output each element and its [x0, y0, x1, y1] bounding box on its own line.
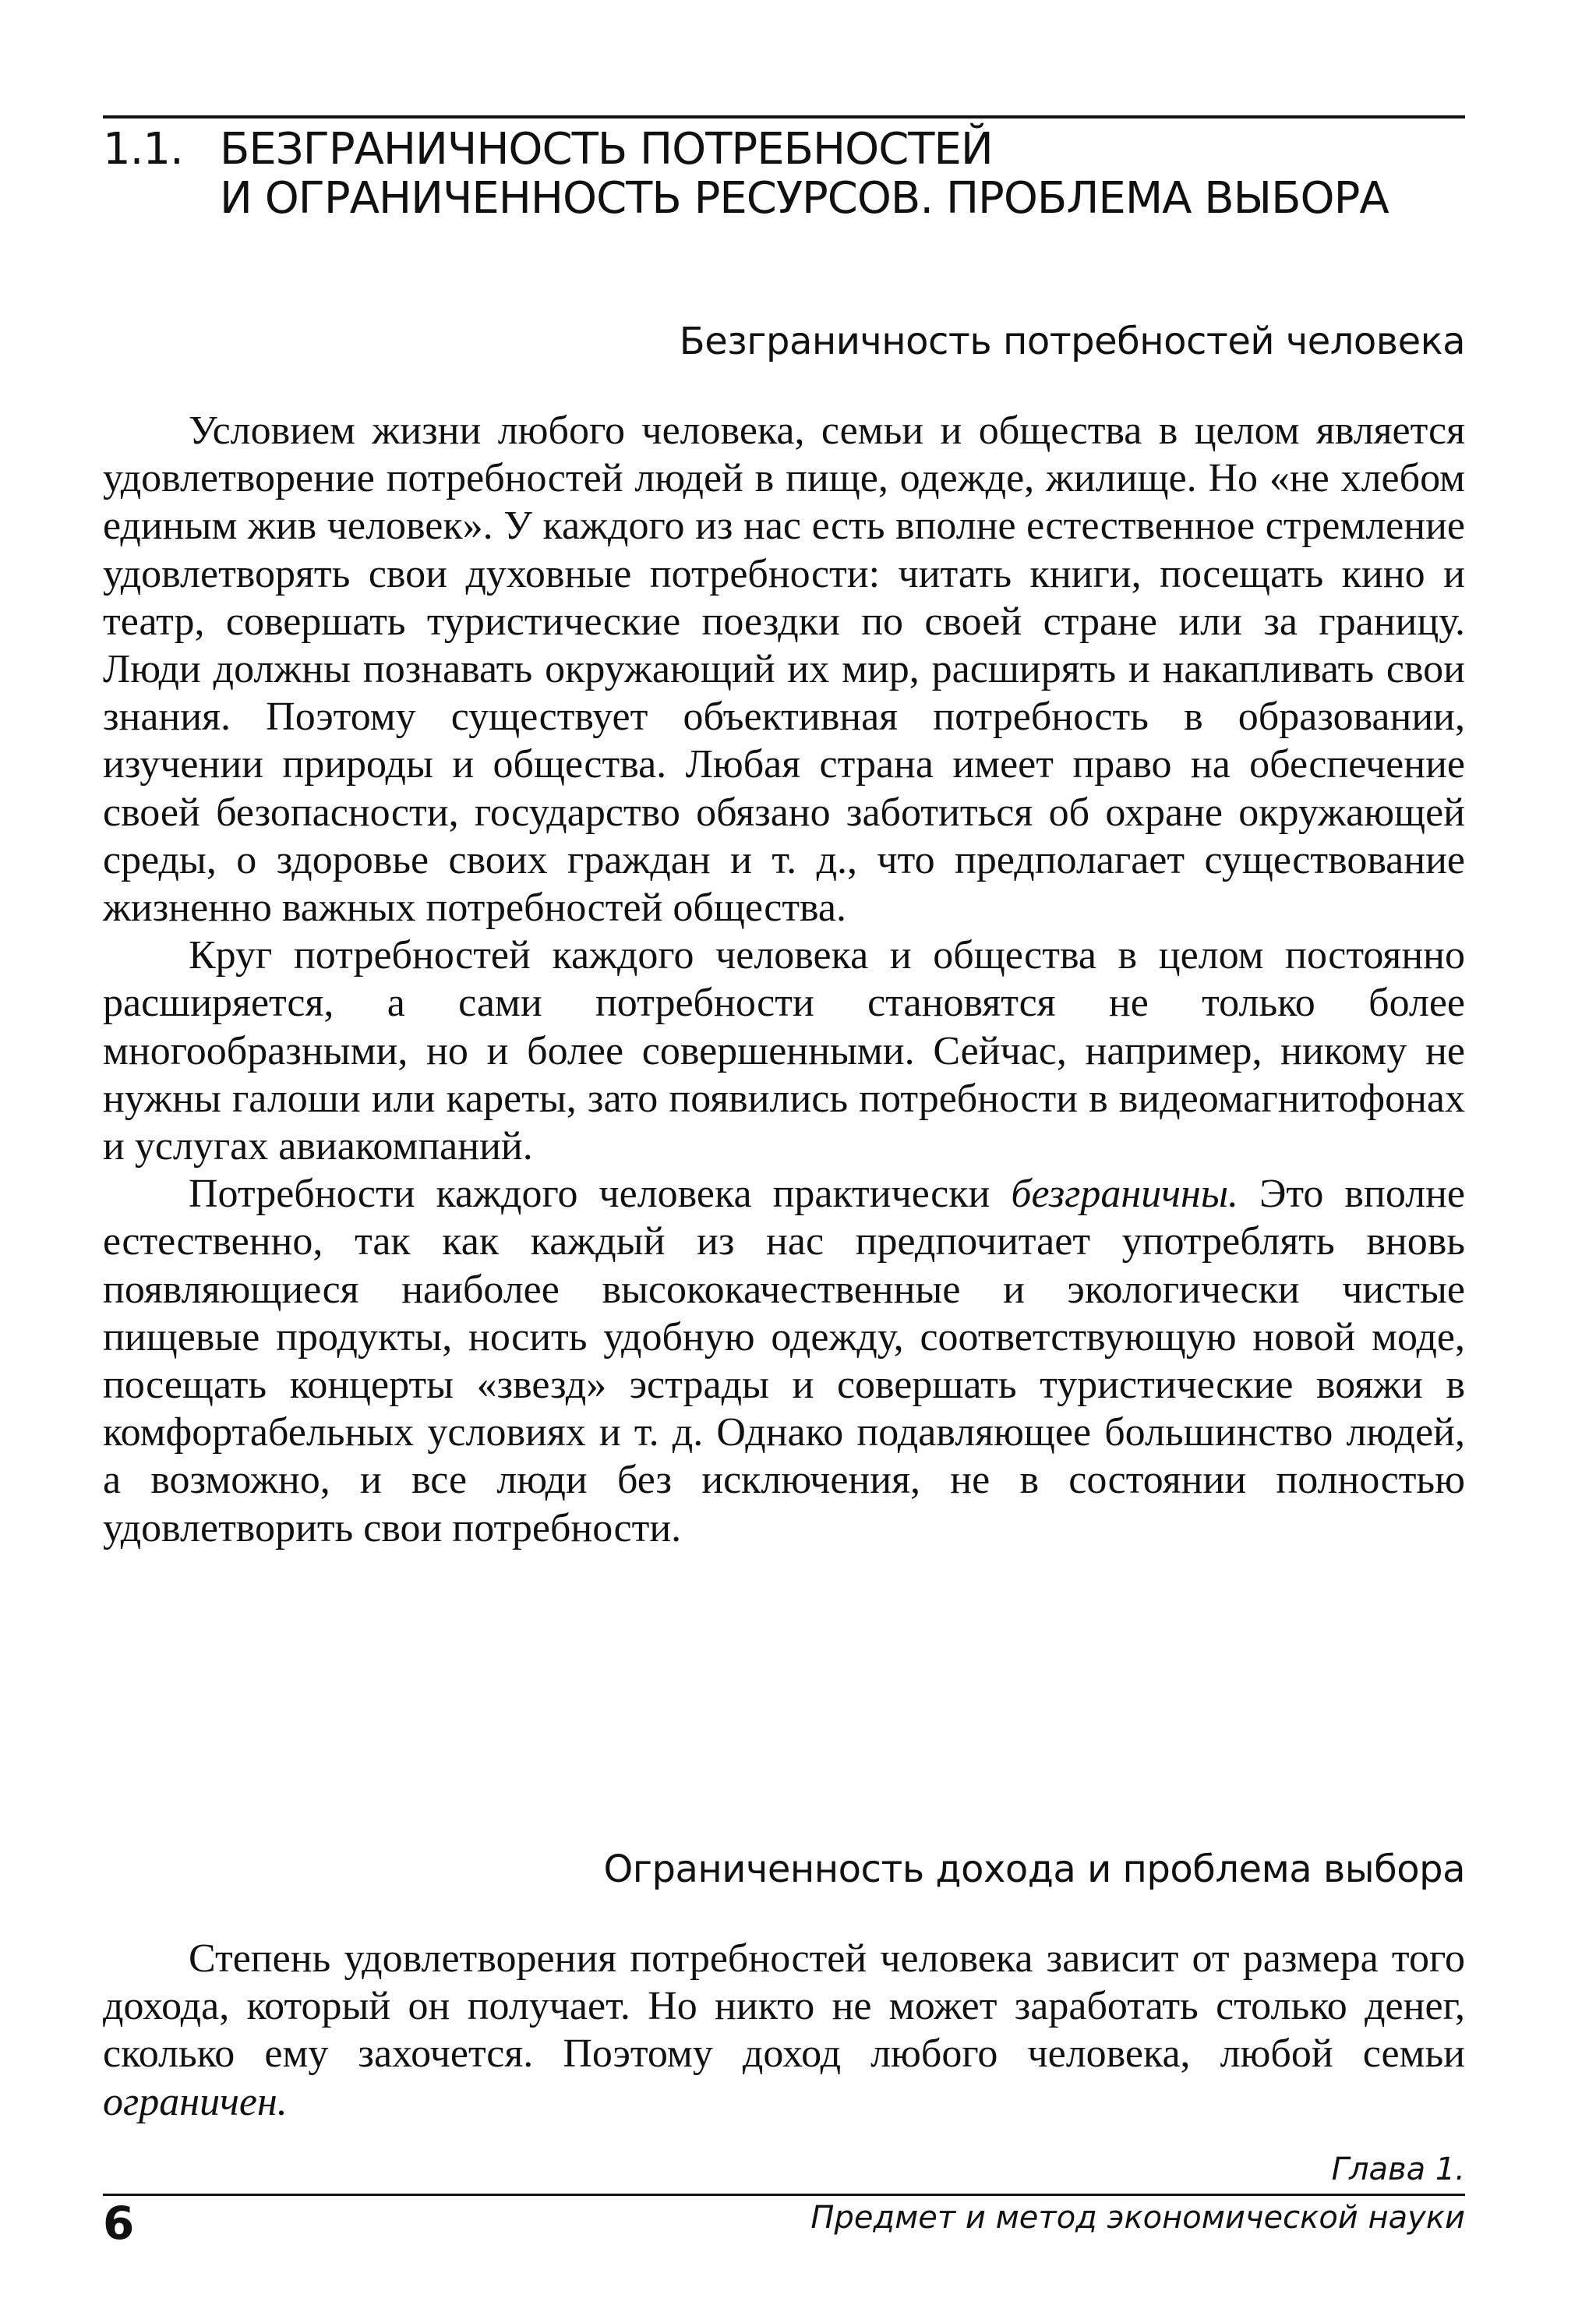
chapter-title: Предмет и метод экономической науки [810, 2200, 1465, 2236]
chapter-heading [103, 125, 1465, 224]
top-rule [103, 115, 1465, 118]
paragraph: Круг потребностей каждого человека и общества в целом постоянно расширяется, а сами потребности становятся не только более многообразными, но и более совершенными. Сейчас, например, никому не нужны галоши или кареты, зато появились потребности в видеомагнитофонах и услугах авиакомпаний. [103, 933, 1465, 1169]
section-number: 1.1. [103, 124, 183, 175]
page-number: 6 [103, 2197, 135, 2250]
paragraph [103, 1935, 1465, 2126]
section-title-income: Ограниченность дохода и проблема выбора [603, 1847, 1465, 1891]
heading-text-2: И ОГРАНИЧЕННОСТЬ РЕСУРСОВ. ПРОБЛЕМА ВЫБОРА [220, 173, 1389, 225]
footer-rule [103, 2194, 1465, 2196]
emphasis-text: безграничны. [1011, 1172, 1239, 1217]
paragraph-text: Степень удовлетворения потребностей человека зависит от размера того дохода, который он получает. Но никто не может заработать столько денег, сколько ему захочется. Поэтому доход любого человека, любой семьи [103, 1936, 1465, 2077]
section-body-income [103, 1935, 1465, 2126]
heading-text-1: БЕЗГРАНИЧНОСТЬ ПОТРЕБНОСТЕЙ [220, 124, 993, 175]
paragraph-text: Потребности каждого человека практически [189, 1172, 1012, 1217]
paragraph [103, 1170, 1465, 1552]
section-body-needs [103, 407, 1465, 1552]
paragraph: Условием жизни любого человека, семьи и общества в целом является удовлетворение потребностей людей в пище, одежде, жилище. Но «не хлебом единым жив человек». У каждого из нас есть вполне естественное стремление удовлетворять свои духовные потребности: читать книги, посещать кино и театр, совершать туристические поездки по своей стране или за границу. Люди должны познавать окружающий их мир, расширять и накапливать свои знания. Поэтому существует объективная потребность в образовании, изучении природы и общества. Любая страна имеет право на обеспечение своей безопасности, государство обязано заботиться об охране окружающей среды, о здоровье своих граждан и т. д., что предполагает существование жизненно важных потребностей общества. [103, 408, 1465, 931]
section-title-needs: Безграничность потребностей человека [679, 320, 1465, 363]
emphasis-text: ограничен. [103, 2079, 288, 2124]
paragraph-text: Это вполне естественно, так как каждый из нас предпочитает употреблять вновь появляющиеся наиболее высококачественные и экологически чистые пищевые продукты, носить удобную одежду, соответствующую новой моде, посещать концерты «звезд» эстрады и совершать туристические вояжи в комфортабельных условиях и т. д. Однако подавляющее большинство людей, а возможно, и все люди без исключения, не в состоянии полностью удовлетворить свои потребности. [103, 1172, 1465, 1550]
chapter-label: Глава 1. [1331, 2152, 1465, 2187]
chapter-heading-line-1 [103, 125, 1465, 174]
